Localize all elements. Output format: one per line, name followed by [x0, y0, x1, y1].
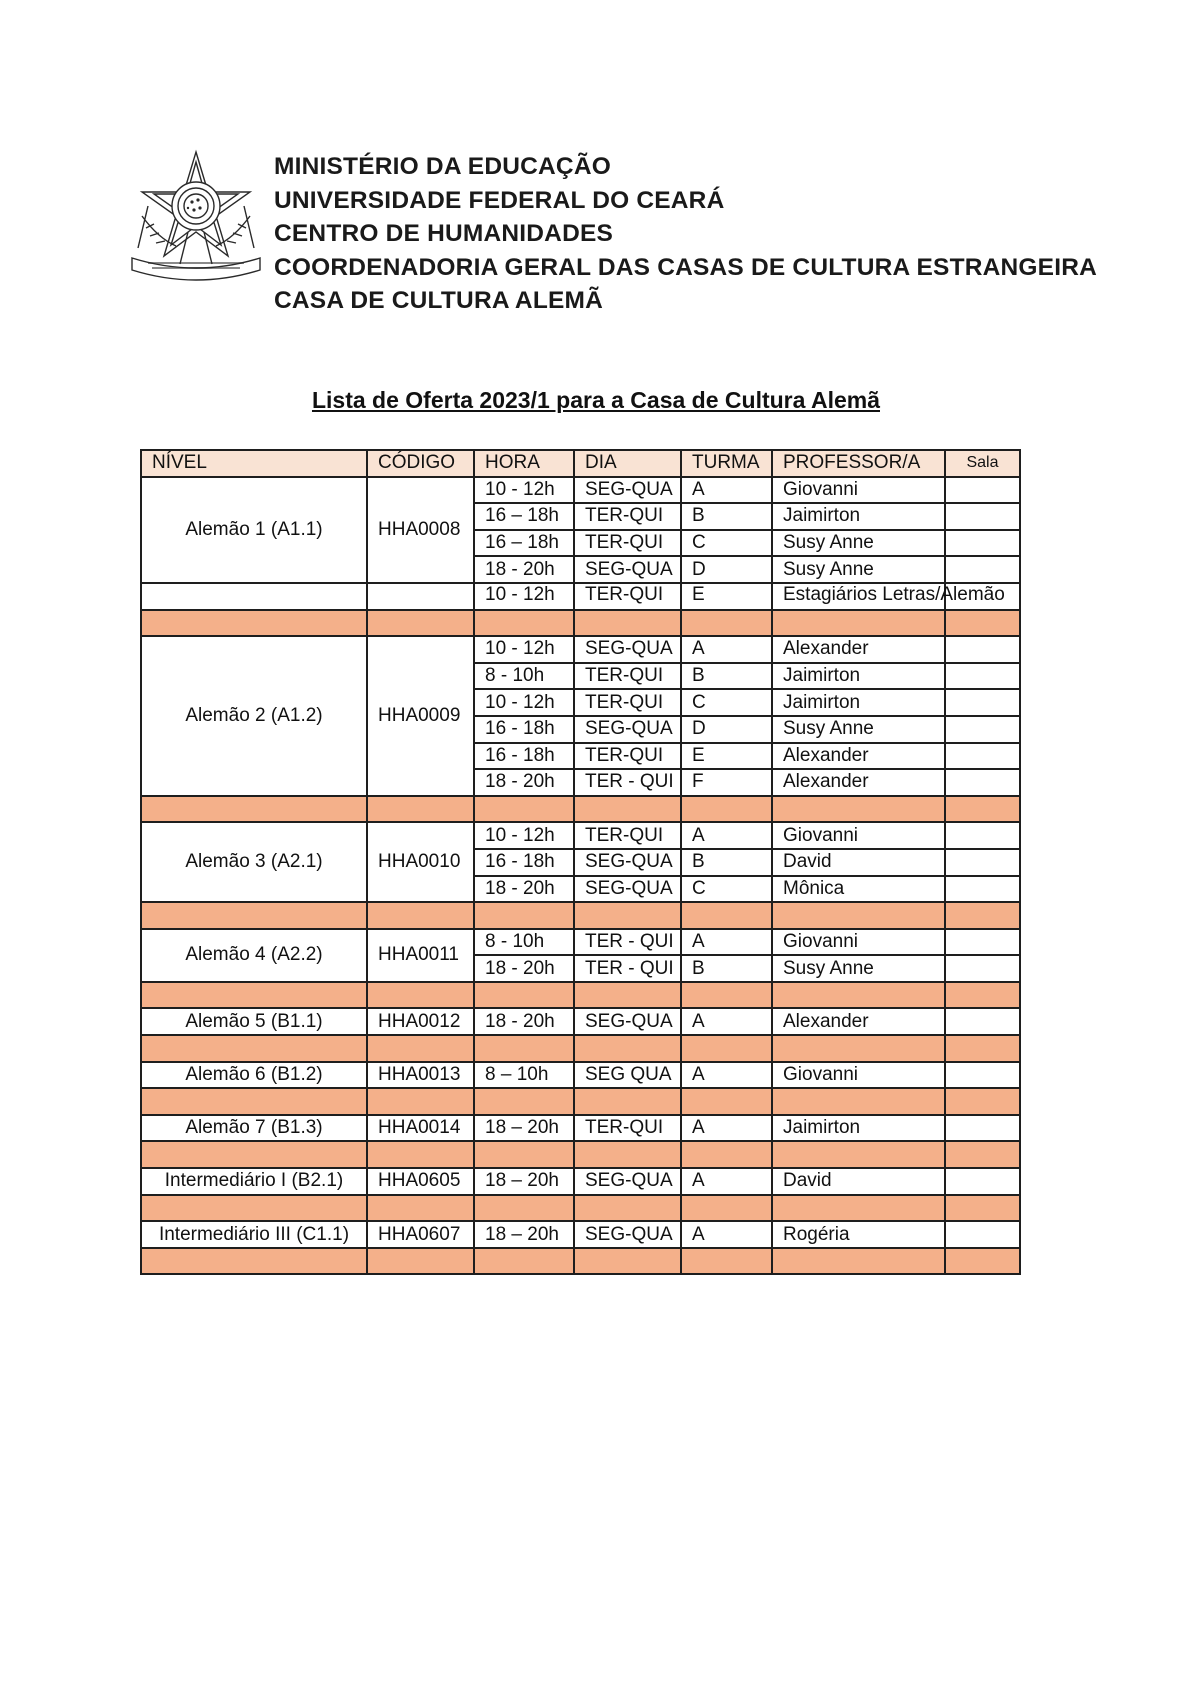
- sala-cell: [945, 716, 1020, 743]
- professor-cell: Jaimirton: [772, 503, 945, 530]
- codigo-cell: HHA0010: [367, 822, 474, 902]
- professor-cell: Alexander: [772, 1008, 945, 1035]
- hora-cell: 10 - 12h: [474, 689, 574, 716]
- codigo-cell: HHA0605: [367, 1168, 474, 1195]
- codigo-cell: HHA0607: [367, 1221, 474, 1248]
- dia-cell: TER-QUI: [574, 530, 681, 557]
- hora-cell: 18 - 20h: [474, 955, 574, 982]
- professor-cell: Alexander: [772, 743, 945, 770]
- turma-cell: B: [681, 849, 772, 876]
- table-row: [141, 477, 1020, 504]
- dia-cell: SEG-QUA: [574, 849, 681, 876]
- sala-cell: [945, 955, 1020, 982]
- table-row: [141, 822, 1020, 849]
- nivel-cell: Alemão 2 (A1.2): [141, 636, 367, 796]
- sala-cell: [945, 503, 1020, 530]
- professor-cell: Alexander: [772, 636, 945, 663]
- header-line-center: CENTRO DE HUMANIDADES: [274, 220, 614, 247]
- dia-cell: TER-QUI: [574, 822, 681, 849]
- turma-cell: A: [681, 1168, 772, 1195]
- turma-cell: B: [681, 663, 772, 690]
- column-header-professor: PROFESSOR/A: [772, 450, 945, 477]
- sala-cell: [945, 530, 1020, 557]
- dia-cell: SEG-QUA: [574, 1221, 681, 1248]
- hora-cell: 8 – 10h: [474, 1062, 574, 1089]
- codigo-cell: [367, 583, 474, 610]
- professor-cell: Jaimirton: [772, 663, 945, 690]
- hora-cell: 8 - 10h: [474, 929, 574, 956]
- nivel-cell: Alemão 3 (A2.1): [141, 822, 367, 902]
- sala-cell: [945, 1221, 1020, 1248]
- sala-cell: [945, 876, 1020, 903]
- turma-cell: C: [681, 876, 772, 903]
- dia-cell: TER-QUI: [574, 583, 681, 610]
- turma-cell: F: [681, 769, 772, 796]
- dia-cell: TER-QUI: [574, 1115, 681, 1142]
- turma-cell: D: [681, 556, 772, 583]
- professor-cell: Jaimirton: [772, 689, 945, 716]
- turma-cell: E: [681, 583, 772, 610]
- professor-cell: Giovanni: [772, 929, 945, 956]
- dia-cell: TER-QUI: [574, 743, 681, 770]
- dia-cell: SEG-QUA: [574, 876, 681, 903]
- sala-cell: [945, 689, 1020, 716]
- dia-cell: TER - QUI: [574, 955, 681, 982]
- codigo-cell: HHA0009: [367, 636, 474, 796]
- column-header-turma: TURMA: [681, 450, 772, 477]
- separator-row: [141, 796, 1020, 823]
- brazil-coat-of-arms-seal: [128, 146, 264, 282]
- institution-lines: [274, 150, 1097, 318]
- turma-cell: A: [681, 1008, 772, 1035]
- turma-cell: C: [681, 530, 772, 557]
- separator-row: [141, 1088, 1020, 1115]
- dia-cell: SEG-QUA: [574, 1168, 681, 1195]
- professor-cell: Estagiários Letras/Alemão: [772, 583, 945, 610]
- codigo-cell: HHA0012: [367, 1008, 474, 1035]
- professor-cell: Giovanni: [772, 1062, 945, 1089]
- hora-cell: 8 - 10h: [474, 663, 574, 690]
- sala-cell: [945, 769, 1020, 796]
- professor-cell: Susy Anne: [772, 716, 945, 743]
- professor-cell: Giovanni: [772, 822, 945, 849]
- nivel-cell: Alemão 5 (B1.1): [141, 1008, 367, 1035]
- document-header: [128, 140, 1128, 320]
- professor-cell: Rogéria: [772, 1221, 945, 1248]
- codigo-cell: HHA0008: [367, 477, 474, 583]
- course-offer-table: [140, 449, 1021, 1275]
- sala-cell: [945, 743, 1020, 770]
- hora-cell: 18 - 20h: [474, 556, 574, 583]
- professor-cell: Alexander: [772, 769, 945, 796]
- sala-cell: [945, 1062, 1020, 1089]
- sala-cell: [945, 849, 1020, 876]
- turma-cell: A: [681, 477, 772, 504]
- turma-cell: B: [681, 955, 772, 982]
- hora-cell: 16 - 18h: [474, 743, 574, 770]
- professor-cell: Giovanni: [772, 477, 945, 504]
- hora-cell: 18 – 20h: [474, 1115, 574, 1142]
- sala-cell: [945, 636, 1020, 663]
- codigo-cell: HHA0011: [367, 929, 474, 982]
- nivel-cell: Intermediário I (B2.1): [141, 1168, 367, 1195]
- dia-cell: SEG-QUA: [574, 1008, 681, 1035]
- professor-cell: David: [772, 1168, 945, 1195]
- page-title: Lista de Oferta 2023/1 para a Casa de Cultura Alemã: [311, 387, 880, 413]
- column-header-nivel: NÍVEL: [141, 450, 367, 477]
- table-row: [141, 929, 1020, 956]
- professor-cell: Susy Anne: [772, 556, 945, 583]
- turma-cell: A: [681, 636, 772, 663]
- separator-row: [141, 982, 1020, 1009]
- table-row: [141, 1008, 1020, 1035]
- turma-cell: A: [681, 1062, 772, 1089]
- turma-cell: C: [681, 689, 772, 716]
- codigo-cell: HHA0013: [367, 1062, 474, 1089]
- sala-cell: [945, 477, 1020, 504]
- separator-row: [141, 1248, 1020, 1275]
- turma-cell: A: [681, 929, 772, 956]
- hora-cell: 16 – 18h: [474, 503, 574, 530]
- header-line-ministry: MINISTÉRIO DA EDUCAÇÃO: [274, 153, 611, 180]
- separator-row: [141, 1035, 1020, 1062]
- separator-row: [141, 902, 1020, 929]
- nivel-cell: Alemão 7 (B1.3): [141, 1115, 367, 1142]
- table-row: [141, 1221, 1020, 1248]
- turma-cell: E: [681, 743, 772, 770]
- sala-cell: [945, 556, 1020, 583]
- separator-row: [141, 1141, 1020, 1168]
- sala-cell: [945, 1115, 1020, 1142]
- nivel-cell: Alemão 1 (A1.1): [141, 477, 367, 583]
- dia-cell: TER-QUI: [574, 663, 681, 690]
- table-row: [141, 1062, 1020, 1089]
- nivel-cell: Alemão 6 (B1.2): [141, 1062, 367, 1089]
- dia-cell: SEG-QUA: [574, 556, 681, 583]
- header-line-university: UNIVERSIDADE FEDERAL DO CEARÁ: [274, 186, 725, 214]
- professor-cell: David: [772, 849, 945, 876]
- hora-cell: 18 - 20h: [474, 876, 574, 903]
- dia-cell: TER - QUI: [574, 929, 681, 956]
- table-row: [141, 583, 1020, 610]
- dia-cell: TER - QUI: [574, 769, 681, 796]
- hora-cell: 16 - 18h: [474, 716, 574, 743]
- column-header-codigo: CÓDIGO: [367, 450, 474, 477]
- header-line-house: CASA DE CULTURA ALEMÃ: [274, 287, 604, 314]
- hora-cell: 10 - 12h: [474, 583, 574, 610]
- turma-cell: A: [681, 1221, 772, 1248]
- hora-cell: 10 - 12h: [474, 636, 574, 663]
- turma-cell: B: [681, 503, 772, 530]
- nivel-cell: [141, 583, 367, 610]
- turma-cell: A: [681, 822, 772, 849]
- column-header-sala: Sala: [945, 450, 1020, 477]
- sala-cell: [945, 663, 1020, 690]
- turma-cell: A: [681, 1115, 772, 1142]
- separator-row: [141, 1195, 1020, 1222]
- hora-cell: 18 - 20h: [474, 769, 574, 796]
- table-row: [141, 636, 1020, 663]
- nivel-cell: Alemão 4 (A2.2): [141, 929, 367, 982]
- sala-cell: [945, 1168, 1020, 1195]
- professor-cell: Susy Anne: [772, 955, 945, 982]
- hora-cell: 10 - 12h: [474, 477, 574, 504]
- professor-cell: Susy Anne: [772, 530, 945, 557]
- nivel-cell: Intermediário III (C1.1): [141, 1221, 367, 1248]
- hora-cell: 16 - 18h: [474, 849, 574, 876]
- dia-cell: SEG-QUA: [574, 636, 681, 663]
- table-header-row: [141, 450, 1020, 477]
- hora-cell: 18 – 20h: [474, 1168, 574, 1195]
- dia-cell: SEG-QUA: [574, 477, 681, 504]
- professor-cell: Jaimirton: [772, 1115, 945, 1142]
- header-line-coordination: COORDENADORIA GERAL DAS CASAS DE CULTURA ESTRANGEIRA: [274, 253, 1098, 281]
- professor-cell: Mônica: [772, 876, 945, 903]
- separator-row: [141, 610, 1020, 637]
- codigo-cell: HHA0014: [367, 1115, 474, 1142]
- hora-cell: 18 – 20h: [474, 1221, 574, 1248]
- sala-cell: [945, 929, 1020, 956]
- dia-cell: SEG-QUA: [574, 716, 681, 743]
- dia-cell: TER-QUI: [574, 689, 681, 716]
- sala-cell: [945, 822, 1020, 849]
- table-row: [141, 1115, 1020, 1142]
- hora-cell: 18 - 20h: [474, 1008, 574, 1035]
- hora-cell: 10 - 12h: [474, 822, 574, 849]
- table-row: [141, 1168, 1020, 1195]
- dia-cell: TER-QUI: [574, 503, 681, 530]
- column-header-hora: HORA: [474, 450, 574, 477]
- column-header-dia: DIA: [574, 450, 681, 477]
- hora-cell: 16 – 18h: [474, 530, 574, 557]
- dia-cell: SEG QUA: [574, 1062, 681, 1089]
- sala-cell: [945, 1008, 1020, 1035]
- turma-cell: D: [681, 716, 772, 743]
